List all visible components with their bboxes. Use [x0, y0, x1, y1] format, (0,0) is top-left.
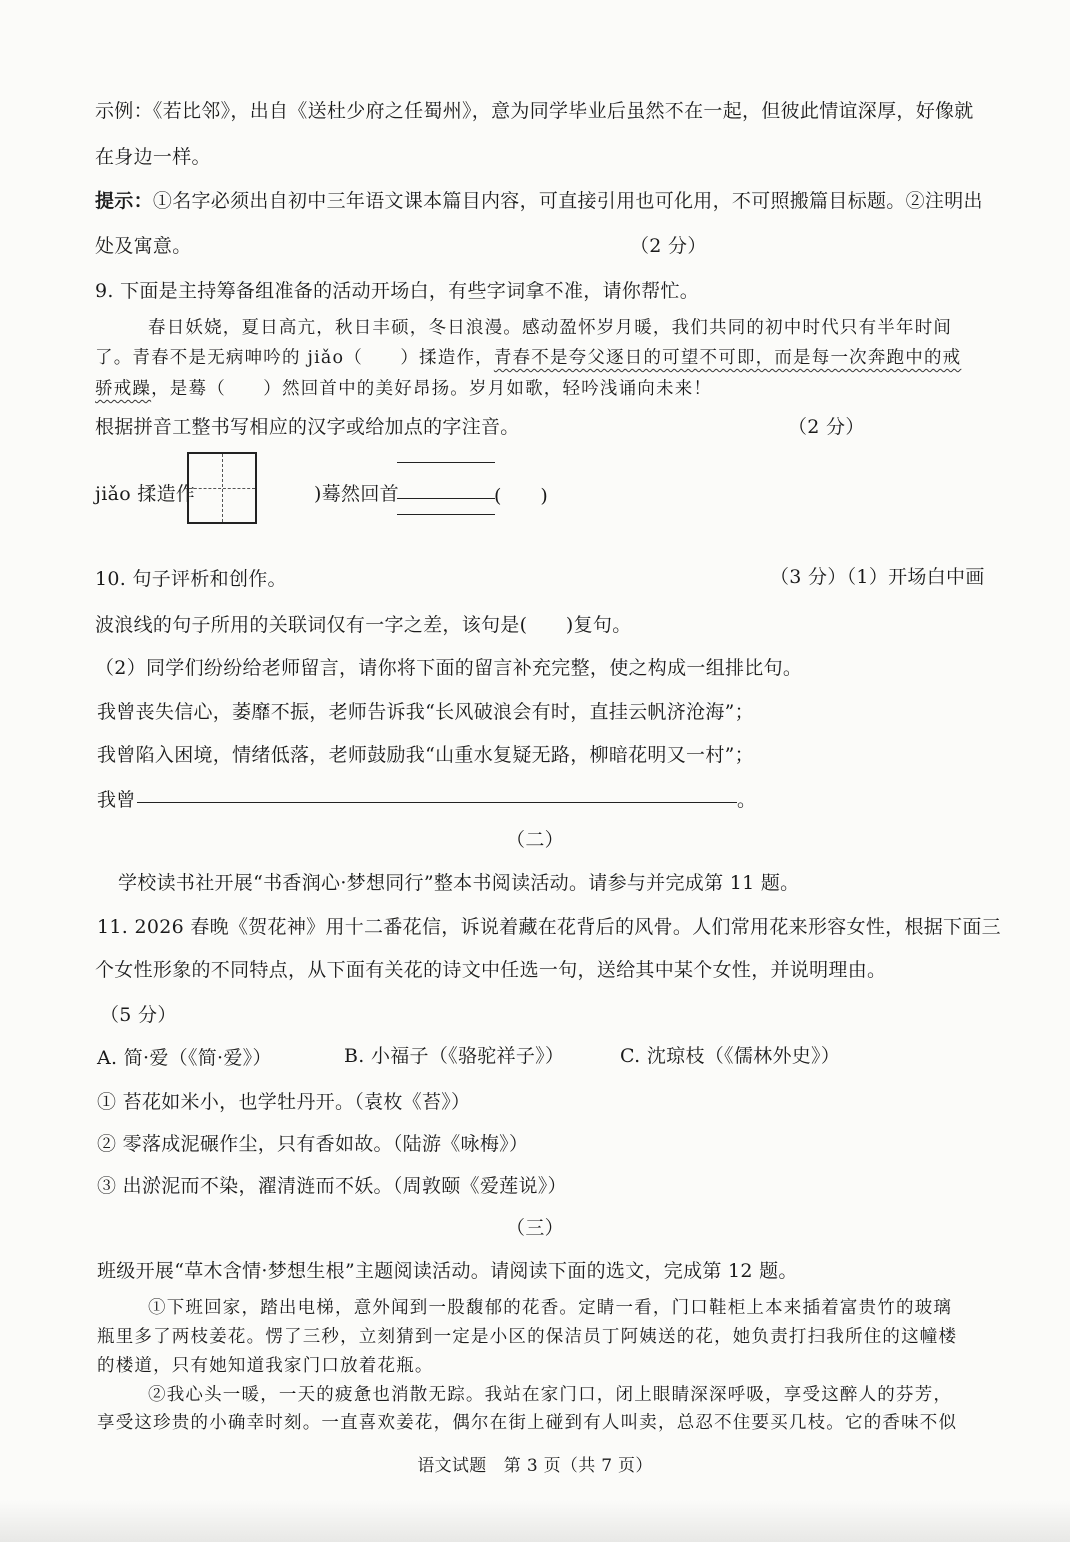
q11-option-a: A. 简·爱（《简·爱》）	[97, 1047, 272, 1069]
q11-line-1: 11. 2026 春晚《贺花神》用十二番花信，诉说着藏在花背后的风骨。人们常用花来形容女性，根据下面三	[97, 916, 1001, 938]
q10-score-part1: （3 分）（1）开场白中画	[770, 566, 985, 588]
q10-answer-blank[interactable]	[137, 802, 737, 803]
pinyin-line-middle[interactable]	[397, 498, 495, 499]
q11-option-b: B. 小福子（《骆驼祥子》）	[344, 1045, 565, 1067]
hint-label: 提示：	[95, 190, 153, 212]
q9-score: （2 分）	[788, 416, 865, 438]
q9-passage-3b: ，是蓦（ ）然回首中的美好昂扬。岁月如歌，轻吟浅诵向未来！	[151, 379, 713, 399]
character-writing-grid[interactable]	[187, 452, 257, 524]
example-line-1: 示例：《若比邻》，出自《送杜少府之任蜀州》，意为同学毕业后虽然不在一起，但彼此情谊深厚，好像就	[95, 100, 974, 122]
passage-p2-line-2: 享受这珍贵的小确幸时刻。一直喜欢姜花，偶尔在街上碰到有人叫卖，总忍不住要买几枝。它的香味不似	[97, 1413, 958, 1433]
q10-line-b: 我曾陷入困境，情绪低落，老师鼓励我“山重水复疑无路，柳暗花明又一村”；	[97, 744, 754, 766]
hint-line-1	[95, 186, 983, 213]
q11-option-c: C. 沈琼枝（《儒林外史》）	[620, 1045, 841, 1067]
q11-score: （5 分）	[100, 1004, 177, 1026]
q11-poem-2: ② 零落成泥碾作尘，只有香如故。（陆游《咏梅》）	[97, 1133, 529, 1155]
q9-wavy-end: 骄戒躁	[95, 379, 152, 399]
pinyin-line-bottom	[397, 514, 495, 515]
q10-stem: 10. 句子评析和创作。	[95, 568, 287, 590]
passage-p1-line-3: 的楼道，只有她知道我家门口放着花瓶。	[97, 1356, 434, 1376]
section-3-heading: （三）	[506, 1217, 564, 1239]
hint-score: （2 分）	[630, 235, 707, 257]
q10-line-c: 我曾	[97, 789, 136, 811]
q9-stem: 9. 下面是主持筹备组准备的活动开场白，有些字词拿不准，请你帮忙。	[95, 280, 700, 302]
q9-wavy-sentence: 青春不是夸父逐日的可望不可即，而是每一次奔跑中的戒	[493, 348, 962, 368]
q11-poem-3: ③ 出淤泥而不染，濯清涟而不妖。（周敦颐《爱莲说》）	[97, 1175, 567, 1197]
section-2-heading: （二）	[506, 829, 564, 851]
section-3-intro: 班级开展“草木含情·梦想生根”主题阅读活动。请阅读下面的选文，完成第 12 题。	[97, 1260, 798, 1282]
page-bottom-shadow	[0, 1500, 1070, 1542]
q9-passage-line-2	[95, 344, 961, 369]
passage-p1-line-1: ①下班回家，踏出电梯，意外闻到一股馥郁的花香。定睛一看，门口鞋柜上本来插着富贵竹的玻璃	[148, 1298, 953, 1318]
passage-p2-line-1: ②我心头一暖，一天的疲惫也消散无踪。我站在家门口，闭上眼睛深深呼吸，享受这醉人的芬芳，	[148, 1385, 953, 1405]
hint-line-2: 处及寓意。	[95, 235, 192, 257]
q9-passage-line-1: 春日妖娆，夏日高亢，秋日丰硕，冬日浪漫。感动盈怀岁月暖，我们共同的初中时代只有半年时间	[148, 318, 953, 338]
page-footer: 语文试题 第 3 页（共 7 页）	[417, 1456, 653, 1476]
q9-passage-line-3	[95, 375, 712, 400]
section-2-intro: 学校读书社开展“书香润心·梦想同行”整本书阅读活动。请参与并完成第 11 题。	[118, 872, 800, 894]
q9-instruction: 根据拼音工整书写相应的汉字或给加点的字注音。	[95, 416, 520, 438]
q9-answer-right: )蓦然回首	[314, 483, 399, 505]
q10-part2: （2）同学们纷纷给老师留言，请你将下面的留言补充完整，使之构成一组排比句。	[95, 657, 803, 679]
passage-p1-line-2: 瓶里多了两枝姜花。愣了三秒，立刻猜到一定是小区的保洁员丁阿姨送的花，她负责打扫我所住的这幢楼	[97, 1327, 958, 1347]
q9-answer-left: jiǎo 揉造作	[95, 483, 196, 505]
q11-line-2: 个女性形象的不同特点，从下面有关花的诗文中任选一句，送给其中某个女性，并说明理由。	[95, 959, 887, 981]
q9-answer-paren[interactable]: ( )	[494, 485, 549, 507]
q11-poem-1: ① 苔花如米小，也学牡丹开。（袁枚《苔》）	[97, 1091, 471, 1113]
pinyin-line-top	[397, 462, 495, 463]
example-line-2: 在身边一样。	[95, 146, 211, 168]
q9-passage-2a: 了。青春不是无病呻吟的 jiǎo（ ）揉造作，	[95, 348, 494, 368]
q10-line-c-end: 。	[737, 789, 757, 811]
q10-line-a: 我曾丧失信心，萎靡不振，老师告诉我“长风破浪会有时，直挂云帆济沧海”；	[97, 701, 754, 723]
q10-part1-line2: 波浪线的句子所用的关联词仅有一字之差，该句是( )复句。	[95, 614, 632, 636]
hint-text-1: ①名字必须出自初中三年语文课本篇目内容，可直接引用也可化用，不可照搬篇目标题。②注明出	[152, 190, 983, 212]
